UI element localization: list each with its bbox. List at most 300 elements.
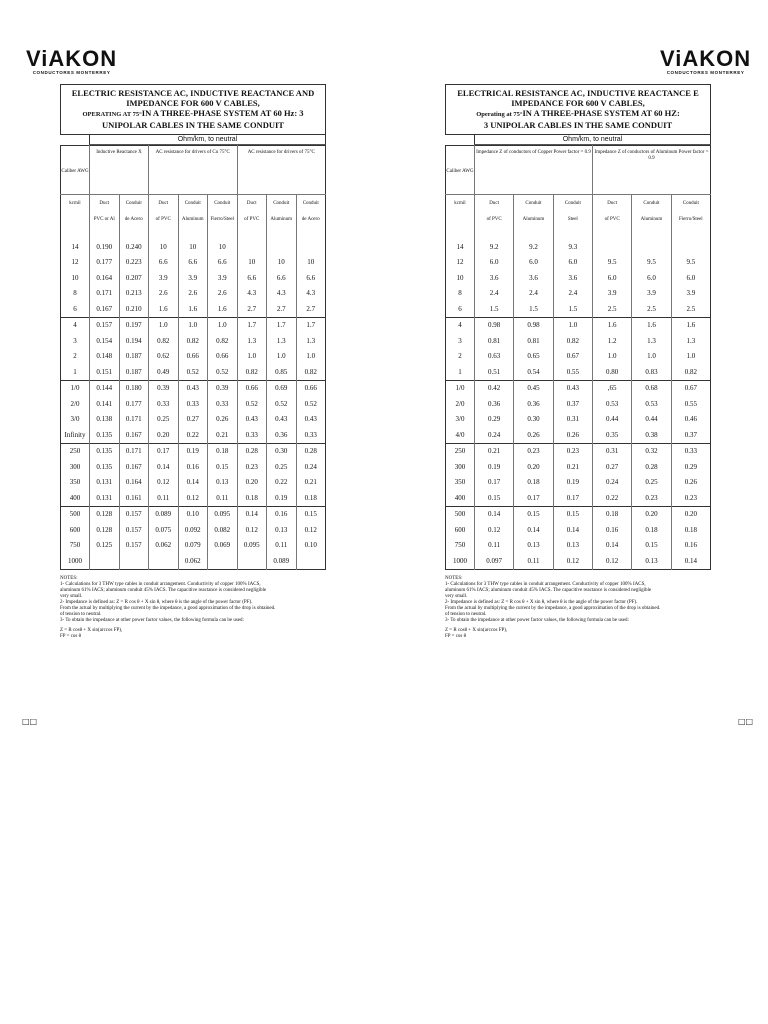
- note-line: very small.: [60, 593, 83, 599]
- value-cell: 1.5: [514, 301, 553, 317]
- value-cell: 0.141: [90, 396, 120, 412]
- sub-header: of PVC: [237, 211, 267, 227]
- value-cell: 0.17: [475, 475, 514, 491]
- right-data-table: [445, 145, 711, 570]
- value-cell: 0.82: [296, 364, 326, 380]
- value-cell: 1.5: [475, 301, 514, 317]
- table-row: [446, 239, 711, 255]
- sub-header: Conduit: [178, 195, 208, 212]
- value-cell: 6.0: [553, 255, 592, 271]
- value-cell: 0.20: [149, 427, 179, 443]
- viakon-logo-left: ViAKON CONDUCTORES MONTERREY: [26, 46, 118, 75]
- caliber-cell: 250: [446, 443, 475, 459]
- caliber-cell: 1/0: [61, 380, 90, 396]
- value-cell: [149, 553, 179, 569]
- caliber-cell: 600: [454, 525, 466, 534]
- value-cell: 0.82: [208, 333, 238, 349]
- value-cell: 0.13: [553, 538, 592, 554]
- value-cell: 4.3: [237, 286, 267, 302]
- value-cell: 1.7: [237, 317, 267, 333]
- value-cell: 0.095: [237, 538, 267, 554]
- value-cell: 0.157: [119, 506, 149, 522]
- sub-header: Aluminum: [178, 211, 208, 227]
- value-cell: 1.0: [237, 349, 267, 365]
- value-cell: 0.25: [267, 459, 297, 475]
- table-row: [446, 412, 711, 428]
- value-cell: 0.23: [671, 490, 710, 506]
- value-cell: 10: [178, 239, 208, 255]
- value-cell: 0.52: [296, 396, 326, 412]
- value-cell: 0.13: [514, 538, 553, 554]
- value-cell: 6.6: [267, 270, 297, 286]
- value-cell: 0.33: [149, 396, 179, 412]
- value-cell: 0.44: [632, 412, 671, 428]
- sub-header: Duct: [237, 195, 267, 212]
- reactance-header: Inductive Reactance X: [90, 146, 149, 195]
- value-cell: 0.161: [119, 490, 149, 506]
- value-cell: [632, 239, 671, 255]
- table-row: [61, 255, 326, 271]
- table-row: [61, 364, 326, 380]
- value-cell: 0.55: [671, 396, 710, 412]
- value-cell: 0.27: [592, 459, 631, 475]
- value-cell: 0.12: [237, 522, 267, 538]
- caliber-cell: 300: [454, 462, 466, 471]
- caliber-cell: 8: [73, 289, 77, 298]
- sub-header: Aluminum: [632, 211, 671, 227]
- table-row: [446, 490, 711, 506]
- sub-header: Duct: [149, 195, 179, 212]
- note-line: 2- Impedance is defined as: Z = R cos θ + X sin θ, where θ is the angle of the power factor (PF).: [445, 599, 638, 605]
- kcmil-header: kcmil: [61, 195, 90, 212]
- table-row: [446, 286, 711, 302]
- value-cell: 3.6: [514, 270, 553, 286]
- value-cell: 3.6: [553, 270, 592, 286]
- caliber-cell: 1: [73, 367, 77, 376]
- sub-header: Conduit: [296, 195, 326, 212]
- value-cell: 3.9: [592, 286, 631, 302]
- value-cell: 0.082: [208, 522, 238, 538]
- value-cell: 0.82: [553, 333, 592, 349]
- table-row: [61, 317, 326, 333]
- value-cell: 0.18: [514, 475, 553, 491]
- value-cell: 1.0: [267, 349, 297, 365]
- value-cell: 0.131: [90, 490, 120, 506]
- table-row: [446, 317, 711, 333]
- value-cell: 6.6: [237, 270, 267, 286]
- table-row: [61, 380, 326, 396]
- value-cell: 0.18: [296, 490, 326, 506]
- sub-header: Conduit: [119, 195, 149, 212]
- value-cell: 0.128: [90, 522, 120, 538]
- value-cell: 1.6: [671, 317, 710, 333]
- note-line: NOTES:: [445, 575, 463, 581]
- value-cell: 0.26: [514, 427, 553, 443]
- value-cell: 1.3: [632, 333, 671, 349]
- value-cell: 0.210: [119, 301, 149, 317]
- value-cell: [296, 239, 326, 255]
- value-cell: 0.167: [90, 301, 120, 317]
- table-row: [61, 538, 326, 554]
- sub-header: Conduit: [267, 195, 297, 212]
- value-cell: 0.30: [267, 443, 297, 459]
- value-cell: 0.32: [632, 443, 671, 459]
- table-row: [446, 553, 711, 569]
- value-cell: 0.52: [208, 364, 238, 380]
- caliber-cell: 12: [456, 258, 464, 267]
- value-cell: 0.164: [119, 475, 149, 491]
- value-cell: 0.10: [296, 538, 326, 554]
- value-cell: 0.36: [514, 396, 553, 412]
- caliber-cell: 4: [61, 317, 90, 333]
- value-cell: 0.157: [119, 522, 149, 538]
- value-cell: 0.095: [208, 506, 238, 522]
- value-cell: [296, 553, 326, 569]
- value-cell: 0.148: [90, 349, 120, 365]
- value-cell: 0.33: [671, 443, 710, 459]
- table-row: [446, 364, 711, 380]
- value-cell: 0.180: [119, 380, 149, 396]
- value-cell: 0.11: [208, 490, 238, 506]
- value-cell: 0.24: [475, 427, 514, 443]
- value-cell: 1.0: [553, 317, 592, 333]
- note-line: 2- Impedance is defined as: Z = R cos θ + X sin θ, where θ is the angle of the power factor (PF).: [60, 599, 253, 605]
- value-cell: 0.13: [208, 475, 238, 491]
- value-cell: 0.223: [119, 255, 149, 271]
- value-cell: 0.85: [267, 364, 297, 380]
- table-row: [446, 380, 711, 396]
- table-row: [61, 522, 326, 538]
- value-cell: 0.157: [119, 538, 149, 554]
- value-cell: 6.0: [671, 270, 710, 286]
- value-cell: 1.0: [208, 317, 238, 333]
- value-cell: 0.25: [632, 475, 671, 491]
- value-cell: 0.15: [514, 506, 553, 522]
- sub-header: of PVC: [475, 211, 514, 227]
- sub-header: Conduit: [632, 195, 671, 212]
- value-cell: 2.6: [178, 286, 208, 302]
- note-line: NOTES:: [60, 575, 78, 581]
- sub-header: Fierro/Steel: [671, 211, 710, 227]
- value-cell: 0.11: [267, 538, 297, 554]
- left-unit-label: Ohm/km, to neutral: [89, 135, 326, 145]
- value-cell: 0.14: [475, 506, 514, 522]
- note-line: 1- Calculations for 3 THW type cables in conduit arrangement. Conductivity of copper 100% IACS,: [60, 581, 261, 587]
- value-cell: 1.3: [296, 333, 326, 349]
- value-cell: 1.0: [592, 349, 631, 365]
- value-cell: [119, 553, 149, 569]
- value-cell: 0.240: [119, 239, 149, 255]
- value-cell: 0.069: [208, 538, 238, 554]
- value-cell: 9.2: [475, 239, 514, 255]
- value-cell: 0.11: [149, 490, 179, 506]
- right-notes: [445, 576, 711, 640]
- value-cell: 0.15: [475, 490, 514, 506]
- value-cell: 9.5: [671, 255, 710, 271]
- value-cell: 0.29: [671, 459, 710, 475]
- note-line: From the actual by multiplying the current by the impedance, a good approximation of the drop is obtained.: [445, 605, 661, 611]
- value-cell: 0.21: [296, 475, 326, 491]
- value-cell: 0.51: [475, 364, 514, 380]
- value-cell: 1.0: [632, 349, 671, 365]
- value-cell: 0.82: [149, 333, 179, 349]
- value-cell: 0.16: [671, 538, 710, 554]
- value-cell: 0.22: [178, 427, 208, 443]
- value-cell: 3.6: [475, 270, 514, 286]
- value-cell: 0.167: [119, 427, 149, 443]
- value-cell: 0.33: [178, 396, 208, 412]
- value-cell: 0.187: [119, 349, 149, 365]
- value-cell: 3.9: [671, 286, 710, 302]
- value-cell: 0.65: [514, 349, 553, 365]
- value-cell: 0.98: [475, 317, 514, 333]
- value-cell: 6.6: [296, 270, 326, 286]
- left-table-title: ELECTRIC RESISTANCE AC, INDUCTIVE REACTANCE AND IMPEDANCE FOR 600 V CABLES, OPERATING AT 75°IN A THREE-PHASE SYSTEM AT 60 Hz: 3 UNIPOLAR CABLES IN THE SAME CONDUIT: [60, 84, 326, 135]
- value-cell: 0.44: [592, 412, 631, 428]
- left-sheet: [60, 84, 326, 640]
- sub-header: Duct: [592, 195, 631, 212]
- value-cell: 0.177: [90, 255, 120, 271]
- value-cell: 2.6: [208, 286, 238, 302]
- value-cell: 0.23: [632, 490, 671, 506]
- value-cell: 0.14: [514, 522, 553, 538]
- value-cell: [237, 553, 267, 569]
- right-unit-label: Ohm/km, to neutral: [474, 135, 711, 145]
- value-cell: 0.17: [514, 490, 553, 506]
- table-row: [446, 255, 711, 271]
- value-cell: 1.7: [267, 317, 297, 333]
- value-cell: 0.18: [592, 506, 631, 522]
- value-cell: 0.67: [671, 380, 710, 396]
- value-cell: 0.197: [119, 317, 149, 333]
- viakon-logo-right: ViAKON CONDUCTORES MONTERREY: [660, 46, 752, 75]
- value-cell: 0.27: [178, 412, 208, 428]
- value-cell: 0.39: [208, 380, 238, 396]
- caliber-cell: 3/0: [455, 415, 465, 424]
- value-cell: 1.3: [267, 333, 297, 349]
- value-cell: 0.12: [475, 522, 514, 538]
- value-cell: 0.213: [119, 286, 149, 302]
- value-cell: 0.15: [296, 506, 326, 522]
- value-cell: 0.15: [208, 459, 238, 475]
- value-cell: 0.68: [632, 380, 671, 396]
- value-cell: 0.14: [671, 553, 710, 569]
- value-cell: 10: [237, 255, 267, 271]
- value-cell: 0.82: [237, 364, 267, 380]
- cu-impedance-header: Impedance Z of conductors of Copper Power factor = 0.9: [475, 146, 593, 195]
- value-cell: 6.0: [475, 255, 514, 271]
- table-row: [446, 475, 711, 491]
- value-cell: 0.131: [90, 475, 120, 491]
- value-cell: 0.089: [149, 506, 179, 522]
- value-cell: 0.26: [208, 412, 238, 428]
- value-cell: 0.20: [671, 506, 710, 522]
- sub-header: Conduit: [553, 195, 592, 212]
- value-cell: 0.31: [592, 443, 631, 459]
- value-cell: 2.4: [514, 286, 553, 302]
- value-cell: [267, 239, 297, 255]
- caliber-cell: 8: [458, 289, 462, 298]
- value-cell: 0.144: [90, 380, 120, 396]
- caliber-cell: 500: [61, 506, 90, 522]
- value-cell: 0.062: [178, 553, 208, 569]
- value-cell: 0.17: [553, 490, 592, 506]
- value-cell: 0.135: [90, 459, 120, 475]
- value-cell: 0.177: [119, 396, 149, 412]
- value-cell: 0.81: [514, 333, 553, 349]
- value-cell: 0.98: [514, 317, 553, 333]
- note-line: Z = R cosθ + X sin(arccos FP),: [445, 627, 508, 633]
- sub-header: of PVC: [149, 211, 179, 227]
- value-cell: 0.12: [149, 475, 179, 491]
- value-cell: 2.4: [553, 286, 592, 302]
- value-cell: 2.7: [237, 301, 267, 317]
- caliber-cell: 3/0: [70, 415, 80, 424]
- caliber-cell: 600: [69, 525, 81, 534]
- value-cell: 0.125: [90, 538, 120, 554]
- value-cell: 0.154: [90, 333, 120, 349]
- left-data-table: [60, 145, 326, 570]
- caliber-cell: 12: [71, 258, 79, 267]
- table-row: [446, 301, 711, 317]
- value-cell: 2.5: [632, 301, 671, 317]
- value-cell: 0.30: [514, 412, 553, 428]
- caliber-header: Caliber AWG: [61, 169, 89, 174]
- value-cell: 9.3: [553, 239, 592, 255]
- value-cell: 0.53: [632, 396, 671, 412]
- value-cell: 2.7: [296, 301, 326, 317]
- value-cell: 0.80: [592, 364, 631, 380]
- caliber-cell: 4/0: [455, 430, 465, 439]
- note-line: aluminum 61% IACS; aluminum conduit 45% IACS. The capacitive reactance is considered negligible: [60, 587, 267, 593]
- value-cell: 0.14: [149, 459, 179, 475]
- caliber-header: Caliber AWG: [446, 169, 474, 174]
- table-row: [446, 270, 711, 286]
- value-cell: 0.63: [475, 349, 514, 365]
- sub-header: Duct: [90, 195, 120, 212]
- note-line: 3- To obtain the impedance at other power factor values, the following formula can be used:: [445, 617, 629, 623]
- value-cell: 1.6: [592, 317, 631, 333]
- caliber-cell: 1/0: [446, 380, 475, 396]
- value-cell: 0.17: [149, 443, 179, 459]
- value-cell: 0.13: [267, 522, 297, 538]
- value-cell: 2.4: [475, 286, 514, 302]
- caliber-cell: 10: [456, 273, 464, 282]
- value-cell: 0.43: [553, 380, 592, 396]
- value-cell: 0.54: [514, 364, 553, 380]
- note-line: aluminum 61% IACS; aluminum conduit 45% IACS. The capacitive reactance is considered negligible: [445, 587, 652, 593]
- value-cell: 0.23: [553, 443, 592, 459]
- value-cell: 0.22: [267, 475, 297, 491]
- value-cell: 0.12: [592, 553, 631, 569]
- value-cell: 0.26: [671, 475, 710, 491]
- note-line: of tension to neutral.: [445, 611, 487, 617]
- table-row: [61, 301, 326, 317]
- value-cell: 0.135: [90, 443, 120, 459]
- caliber-cell: 3: [458, 336, 462, 345]
- value-cell: 0.194: [119, 333, 149, 349]
- note-line: FP = cos θ: [60, 633, 82, 639]
- value-cell: 9.5: [632, 255, 671, 271]
- value-cell: 0.49: [149, 364, 179, 380]
- value-cell: 0.24: [592, 475, 631, 491]
- value-cell: 0.20: [237, 475, 267, 491]
- caliber-cell: 10: [71, 273, 79, 282]
- cu-resistance-header: AC resistance for drivers of Cu 75°C: [149, 146, 238, 195]
- al-resistance-header: AC resistance for drivers of 75°C: [237, 146, 326, 195]
- value-cell: 0.164: [90, 270, 120, 286]
- value-cell: 0.19: [475, 459, 514, 475]
- value-cell: [592, 239, 631, 255]
- value-cell: 1.0: [296, 349, 326, 365]
- value-cell: [671, 239, 710, 255]
- value-cell: 0.25: [149, 412, 179, 428]
- value-cell: 0.16: [267, 506, 297, 522]
- value-cell: 0.10: [178, 506, 208, 522]
- value-cell: 1.6: [149, 301, 179, 317]
- value-cell: 2.6: [149, 286, 179, 302]
- sub-header: Conduit: [514, 195, 553, 212]
- value-cell: 0.38: [632, 427, 671, 443]
- value-cell: 0.43: [237, 412, 267, 428]
- table-row: [446, 522, 711, 538]
- caliber-cell: 4: [446, 317, 475, 333]
- value-cell: 0.66: [237, 380, 267, 396]
- table-row: [61, 475, 326, 491]
- value-cell: 0.52: [267, 396, 297, 412]
- value-cell: 0.43: [267, 412, 297, 428]
- sub-header: of PVC: [592, 211, 631, 227]
- value-cell: 0.16: [178, 459, 208, 475]
- value-cell: 0.83: [632, 364, 671, 380]
- table-row: [61, 349, 326, 365]
- value-cell: 3.9: [208, 270, 238, 286]
- value-cell: 3.9: [632, 286, 671, 302]
- caliber-cell: 250: [61, 443, 90, 459]
- value-cell: 0.23: [237, 459, 267, 475]
- caliber-cell: Infinity: [64, 430, 86, 439]
- value-cell: 0.207: [119, 270, 149, 286]
- value-cell: 0.20: [514, 459, 553, 475]
- value-cell: 1.0: [671, 349, 710, 365]
- value-cell: 1.6: [632, 317, 671, 333]
- value-cell: 1.7: [296, 317, 326, 333]
- caliber-cell: 350: [69, 478, 81, 487]
- caliber-cell: 14: [456, 242, 464, 251]
- table-row: [446, 459, 711, 475]
- right-table-title: ELECTRICAL RESISTANCE AC, INDUCTIVE REACTANCE E IMPEDANCE FOR 600 V CABLES, Operating at 75°IN A THREE-PHASE SYSTEM AT 60 HZ: 3 UNIPOLAR CABLES IN THE SAME CONDUIT: [445, 84, 711, 135]
- table-row: [61, 333, 326, 349]
- value-cell: 0.097: [475, 553, 514, 569]
- page-marker-right: □□: [738, 717, 754, 726]
- value-cell: 0.66: [296, 380, 326, 396]
- caliber-cell: 6: [458, 304, 462, 313]
- value-cell: 0.33: [208, 396, 238, 412]
- value-cell: 0.20: [632, 506, 671, 522]
- value-cell: 0.135: [90, 427, 120, 443]
- value-cell: 0.33: [237, 427, 267, 443]
- value-cell: 4.3: [296, 286, 326, 302]
- value-cell: 0.26: [553, 427, 592, 443]
- value-cell: 0.092: [178, 522, 208, 538]
- value-cell: 0.18: [208, 443, 238, 459]
- table-row: [61, 286, 326, 302]
- sub-header: Conduit: [208, 195, 238, 212]
- value-cell: 1.2: [592, 333, 631, 349]
- table-row: [446, 333, 711, 349]
- value-cell: 0.42: [475, 380, 514, 396]
- value-cell: 0.55: [553, 364, 592, 380]
